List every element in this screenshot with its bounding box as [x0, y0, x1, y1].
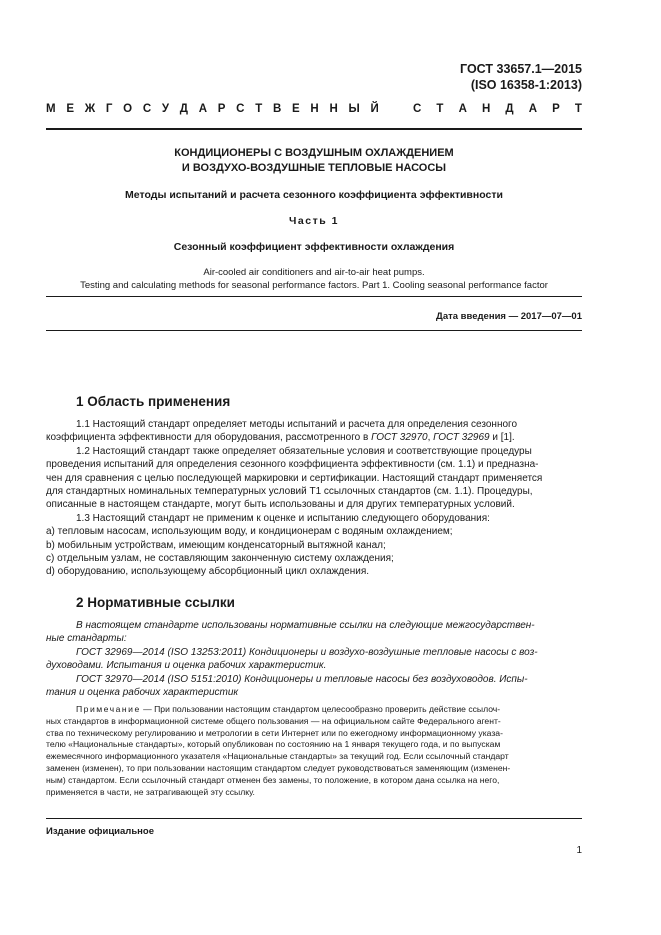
- gost-code: ГОСТ 33657.1—2015: [460, 62, 582, 76]
- heading-letter: А: [528, 103, 538, 115]
- heading-letter: Н: [310, 103, 319, 115]
- heading-letter: Т: [255, 103, 263, 115]
- footer-rule: [46, 818, 582, 819]
- note-label: Примечание: [76, 704, 141, 714]
- reference-gost-32970[interactable]: ГОСТ 32970: [371, 432, 428, 444]
- heading-letter: В: [272, 103, 282, 115]
- iso-code: (ISO 16358-1:2013): [470, 78, 582, 92]
- paragraph-1-1: 1.1 Настоящий стандарт определяет методы испытаний и расчета для определения сезонного: [76, 419, 518, 430]
- heading-letter: С: [142, 103, 152, 115]
- official-edition-label: Издание официальное: [46, 826, 154, 837]
- note-block: Примечание — При пользовании настоящим стандартом целесообразно проверить действие ссылоч- ных стандартов в информационной системе общего пользования — на официальном сайте Федерального агент- ства по техническому регулированию и метрологии в сети Интернет или по ежегодному информационному указа- телю «Национальные стандарты», который опубликован по состоянию на 1 января текущего года, и по выпускам ежемесячного информационного указателя «Национальные стандарты» за текущий год. Если ссылочный стандарт заменен (изменен), то при пользовании настоящим стандартом следует руководствоваться заменяющим (изменен- ным) стандартом. Если ссылочный стандарт отменен без замены, то положение, в котором дана ссылка на него, применяется в части, не затрагивающей эту ссылку.: [46, 704, 511, 797]
- english-title-line-2: Testing and calculating methods for seasonal performance factors. Part 1. Cooling seasonal performance factor: [80, 280, 548, 291]
- list-item: c) отдельным узлам, не составляющим законченную систему охлаждения;: [46, 553, 394, 565]
- heading-letter: Г: [105, 103, 113, 115]
- list-item: b) мобильным устройствам, имеющим конденсаторный вытяжной канал;: [46, 539, 386, 551]
- reference-gost-32969-entry: ГОСТ 32969—2014 (ISO 13253:2011) Кондиционеры и воздухо-воздушные тепловые насосы с воз-: [76, 646, 538, 658]
- title-line-1: КОНДИЦИОНЕРЫ С ВОЗДУШНЫМ ОХЛАЖДЕНИЕМ: [174, 147, 454, 159]
- section-2-intro: В настоящем стандарте использованы нормативные ссылки на следующие межгосударствен-: [76, 620, 535, 631]
- heading-letter: Й: [370, 103, 379, 115]
- part-label: Часть 1: [289, 215, 339, 227]
- heading-letter: Н: [329, 103, 338, 115]
- heading-letter: Т: [574, 103, 582, 115]
- list-item: d) оборудованию, использующему абсорбционный цикл охлаждения.: [46, 566, 370, 578]
- heading-letter: А: [198, 103, 208, 115]
- heading-letter: Т: [436, 103, 444, 115]
- heading-letter: С: [236, 103, 245, 115]
- heading-letter: Н: [481, 103, 491, 115]
- english-title-line-1: Air-cooled air conditioners and air-to-air heat pumps.: [203, 267, 425, 278]
- reference-gost-32970-entry: ГОСТ 32970—2014 (ISO 5151:2010) Кондиционеры и тепловые насосы без воздуховодов. Испы-: [76, 673, 528, 685]
- date-rule: [46, 330, 582, 331]
- section-2-heading: 2 Нормативные ссылки: [76, 595, 235, 610]
- title-rule: [46, 296, 582, 297]
- heading-letter: А: [458, 103, 467, 115]
- heading-letter: О: [123, 103, 133, 115]
- heading-letter: Д: [179, 103, 188, 115]
- section-2-body: В настоящем стандарте использованы нормативные ссылки на следующие межгосударствен- ные стандарты: ГОСТ 32969—2014 (ISO 13253:2011) Кондиционеры и воздухо-воздушные тепловые насосы с воз- духоводами. Испытания и оценка рабочих характеристик. ГОСТ 32970—2014 (ISO 5151:2010) Кондиционеры и тепловые насосы без воздуховодов. Испы- тания и оценка рабочих характеристик: [76, 619, 582, 699]
- document-subtitle: Методы испытаний и расчета сезонного коэффициента эффективности: [125, 189, 503, 201]
- paragraph-1-3: 1.3 Настоящий стандарт не применим к оценке и испытанию следующего оборудования:: [76, 512, 490, 524]
- effective-date: Дата введения — 2017—07—01: [436, 311, 582, 322]
- interstate-standard-heading: [46, 103, 582, 115]
- heading-letter: Ж: [84, 103, 96, 115]
- paragraph-1-2: 1.2 Настоящий стандарт также определяет обязательные условия и соответствующие процедуры: [76, 445, 532, 457]
- page-number: 1: [576, 845, 582, 856]
- heading-letter: Р: [552, 103, 560, 115]
- title-line-2: И ВОЗДУХО-ВОЗДУШНЫЕ ТЕПЛОВЫЕ НАСОСЫ: [181, 162, 447, 174]
- heading-letter: С: [413, 103, 422, 115]
- heading-letter: Р: [217, 103, 226, 115]
- header-rule: [46, 128, 582, 130]
- standard-word: [413, 103, 582, 115]
- document-title: [46, 146, 582, 176]
- english-title: [46, 266, 582, 292]
- interstate-word: [46, 103, 379, 115]
- heading-letter: Д: [505, 103, 514, 115]
- part-title: Сезонный коэффициент эффективности охлаждения: [173, 241, 455, 253]
- reference-gost-32969[interactable]: ГОСТ 32969: [433, 432, 490, 444]
- section-1-body: 1.1 Настоящий стандарт определяет методы испытаний и расчета для определения сезонного коэффициента эффективности для оборудования, рассмотренного в ГОСТ 32970, ГОСТ 32969 и [1]. 1.2 Настоящий стандарт также определяет обязательные условия и соответствующие процедуры проведения испытаний для определения сезонного коэффициента эффективности (см. 1.1) и предназна- чен для сравнения с целью последующей маркировки и сертификации. Настоящий стандарт применяется для стандартных номинальных температурных условий Т1 ссылочных стандартов (см. 1.1). Процедуры, описанные в настоящем стандарте, могут быть использованы и для других температурных условий. 1.3 Настоящий стандарт не применим к оценке и испытанию следующего оборудования: a) тепловым насосам, использующим воду, и кондиционерам с водяным охлаждением; b) мобильным устройствам, имеющим конденсаторный вытяжной канал; c) отдельным узлам, не составляющим законченную систему охлаждения; d) оборудованию, использующему абсорбционный цикл охлаждения.: [76, 418, 582, 579]
- heading-letter: У: [161, 103, 170, 115]
- heading-letter: Е: [292, 103, 300, 115]
- list-item: a) тепловым насосам, использующим воду, и кондиционерам с водяным охлаждением;: [46, 526, 453, 538]
- heading-letter: М: [46, 103, 56, 115]
- section-1-heading: 1 Область применения: [76, 394, 231, 409]
- heading-letter: Е: [66, 103, 74, 115]
- heading-letter: Ы: [348, 103, 360, 115]
